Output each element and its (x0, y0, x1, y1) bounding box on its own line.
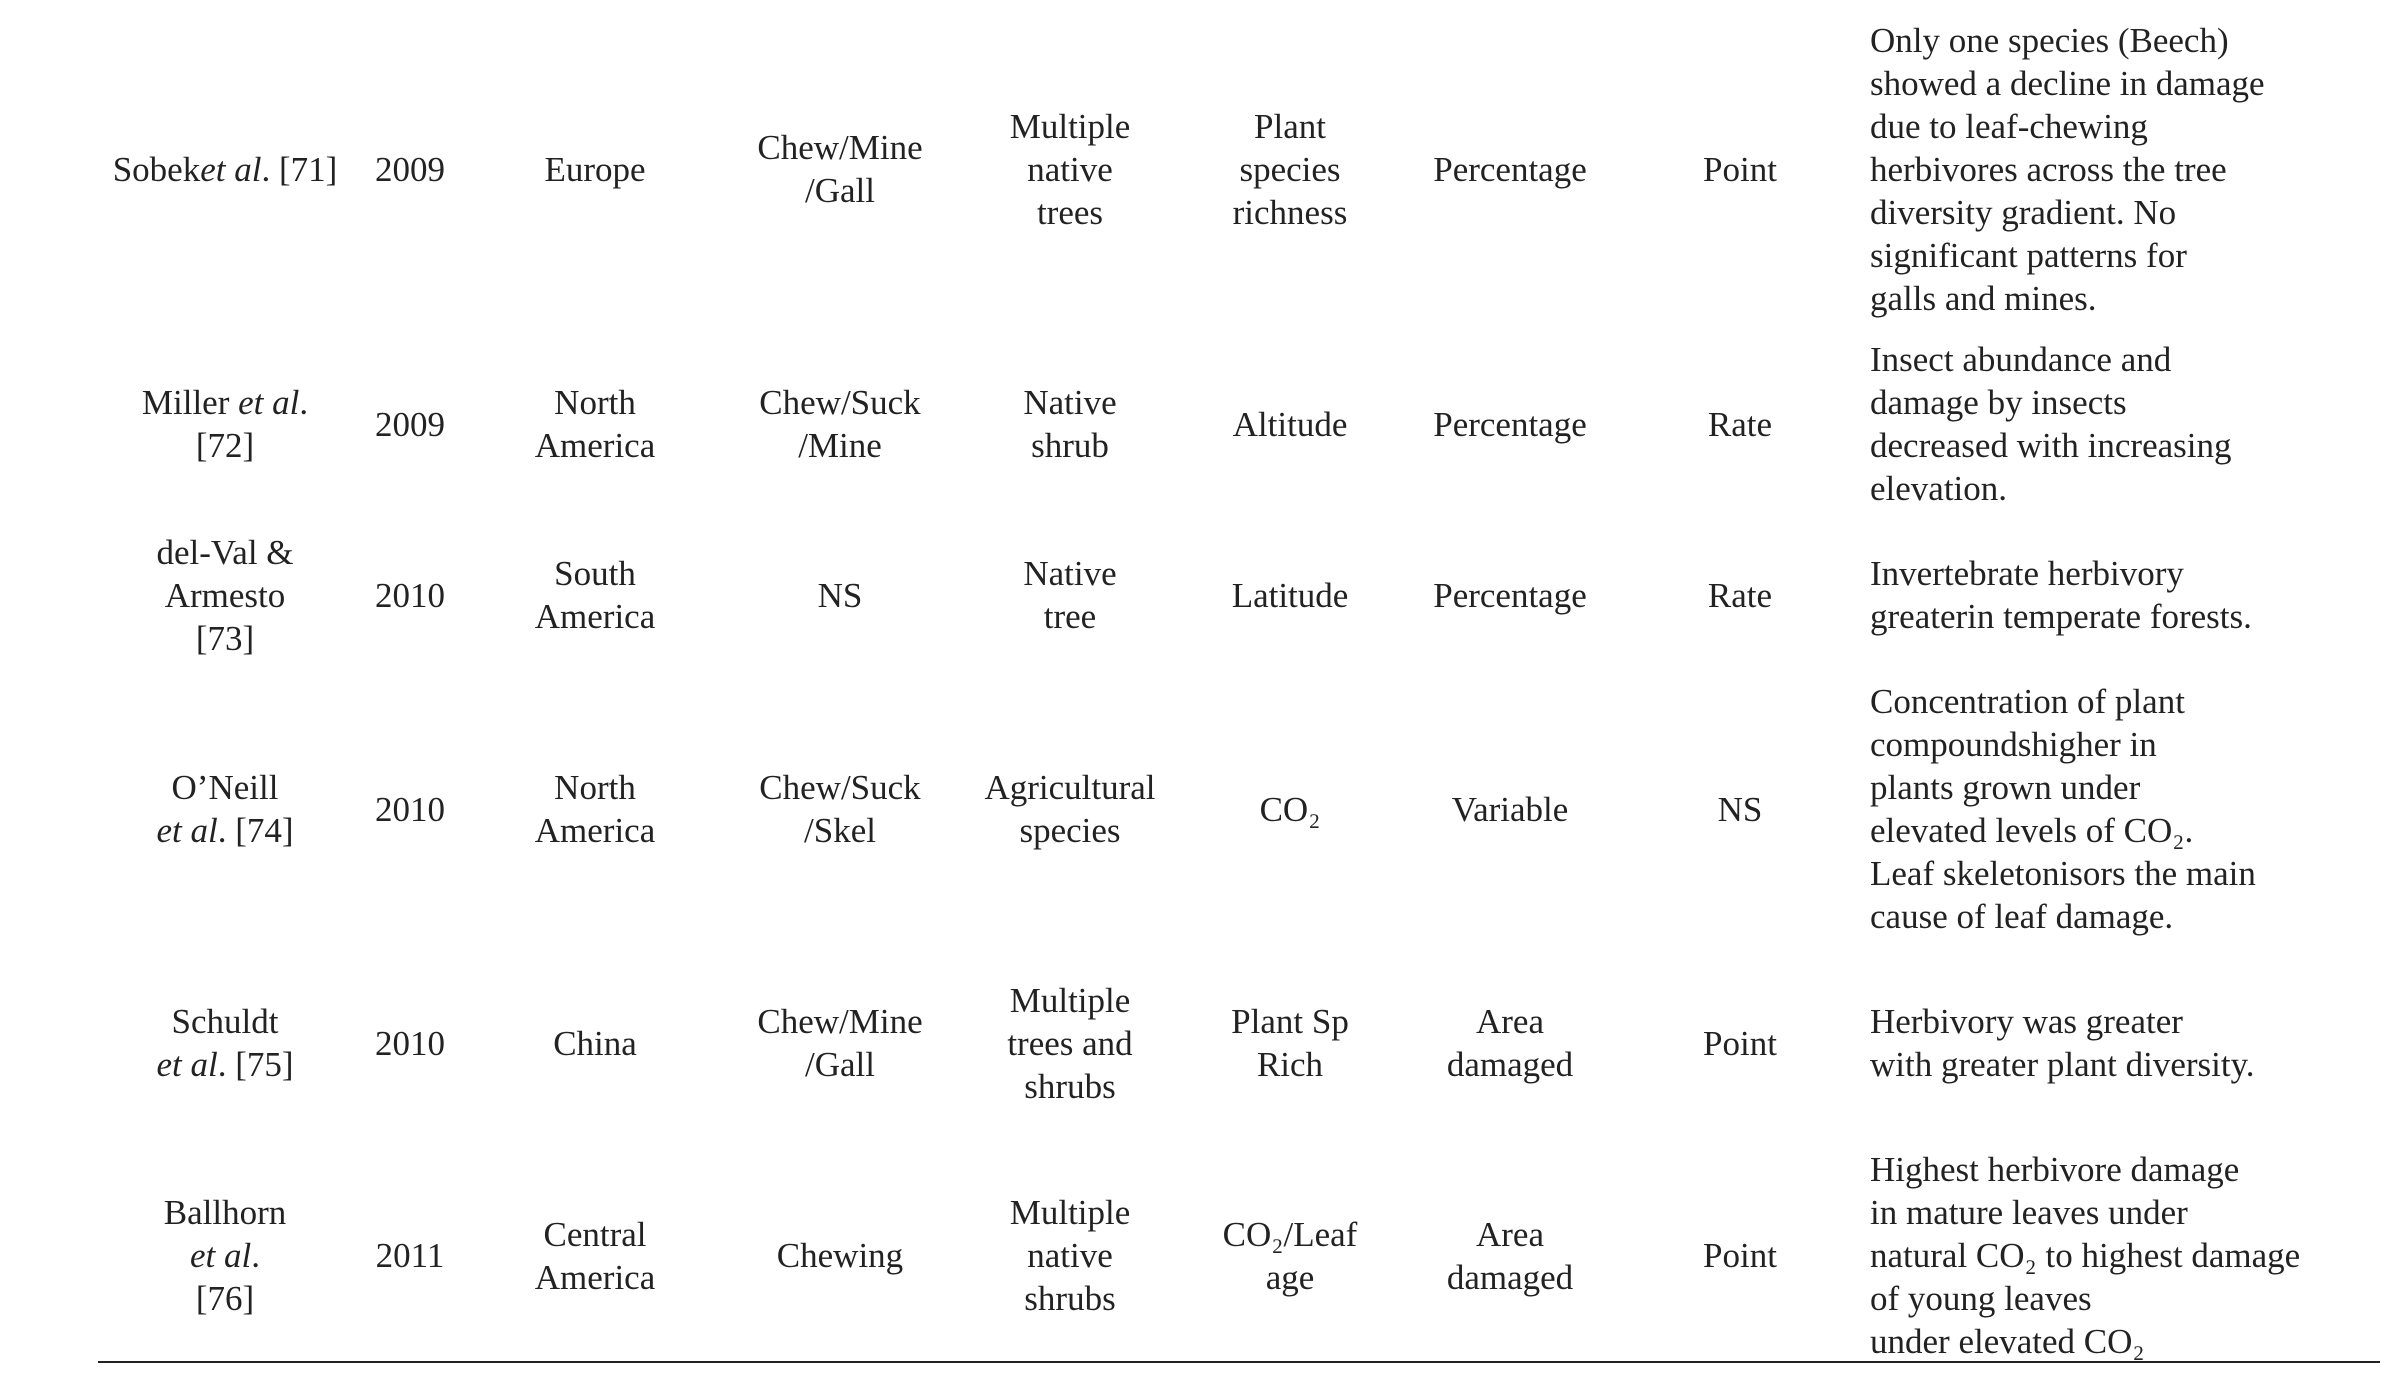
measure-cell: Percentage (1433, 404, 1587, 444)
sampling-cell: Point (1703, 1023, 1777, 1063)
factor-cell: Plant Sp Rich (1231, 1002, 1349, 1084)
feeding-guild-cell: Chew/Mine /Gall (757, 128, 923, 210)
author-etal: et al (200, 149, 262, 189)
author-name: del-Val & Armesto [73] (156, 532, 294, 658)
year-cell: 2009 (375, 149, 445, 189)
findings-cell: Invertebrate herbivory greaterin temperate forests. (1870, 554, 2252, 636)
findings-cell: Insect abundance and damage by insects decreased with increasing elevation. (1870, 340, 2232, 508)
factor-cell: Plant species richness (1232, 106, 1348, 232)
feeding-guild-cell: Chew/Suck /Mine (759, 383, 921, 465)
table-row (100, 1148, 2380, 1363)
plant-type-cell: Native shrub (1023, 383, 1117, 465)
feeding-guild-cell: Chew/Mine /Gall (757, 1002, 923, 1084)
author-reference: . [74] (217, 811, 294, 850)
author-name: Ballhorn (163, 1193, 287, 1232)
factor-cell: Altitude (1232, 404, 1348, 444)
plant-type-cell: Agricultural species (984, 768, 1156, 850)
year-cell: 2010 (375, 1023, 445, 1063)
author-reference: . [71] (261, 149, 338, 189)
author-etal: et al (238, 383, 300, 422)
author-name: Schuldt (171, 1002, 279, 1041)
table-row (100, 338, 2380, 510)
plant-type-cell: Native tree (1023, 554, 1117, 636)
findings-cell: Highest herbivore damage in mature leaves under natural CO₂ to highest damage of young leaves under elevated CO₂ (1870, 1150, 2301, 1361)
table-row (100, 510, 2380, 680)
feeding-guild-cell: Chewing (776, 1236, 904, 1275)
author-cell (100, 0, 350, 338)
table-row (100, 938, 2380, 1148)
year-cell: 2010 (375, 575, 445, 615)
feeding-guild-cell: NS (817, 575, 863, 615)
measure-cell: Area damaged (1446, 1214, 1574, 1297)
sampling-cell: NS (1717, 789, 1763, 829)
findings-cell: Concentration of plant compoundshigher in plants grown under elevated levels of CO₂. Leaf skeletonisors the main cause of leaf damage. (1870, 682, 2256, 936)
author-cell (100, 1148, 350, 1363)
measure-cell: Area damaged (1446, 1002, 1574, 1084)
author-cell (100, 338, 350, 510)
table-bottom-rule (98, 1361, 2380, 1363)
author-name: Sobek (112, 149, 201, 189)
author-cell (100, 938, 350, 1148)
measure-cell: Percentage (1433, 149, 1587, 189)
author-etal: et al (156, 1045, 218, 1084)
region-cell: North America (534, 768, 656, 850)
region-cell: Central America (534, 1214, 656, 1297)
author-name: O’Neill (171, 768, 279, 807)
author-etal: et al (190, 1236, 252, 1275)
region-cell: Europe (544, 149, 646, 189)
year-cell: 2011 (375, 1236, 445, 1275)
plant-type-cell: Multiple trees and shrubs (1007, 980, 1133, 1106)
region-cell: South America (534, 554, 656, 636)
author-name: Miller (141, 383, 239, 422)
sampling-cell: Rate (1707, 404, 1773, 444)
table-row (100, 0, 2380, 338)
sampling-cell: Point (1703, 149, 1777, 189)
factor-cell: CO₂ (1259, 789, 1321, 829)
table-body (100, 0, 2380, 1363)
region-cell: North America (534, 383, 656, 465)
author-reference: . [72] (195, 383, 309, 465)
author-cell (100, 510, 350, 680)
year-cell: 2010 (375, 789, 445, 829)
author-etal: et al (156, 811, 218, 850)
plant-type-cell: Multiple native trees (1009, 106, 1131, 232)
findings-cell: Herbivory was greater with greater plant diversity. (1870, 1002, 2255, 1084)
factor-cell: Latitude (1231, 575, 1349, 615)
measure-cell: Percentage (1433, 575, 1587, 615)
sampling-cell: Rate (1707, 575, 1773, 615)
table-row (100, 680, 2380, 938)
author-reference: . [75] (217, 1045, 294, 1084)
plant-type-cell: Multiple native shrubs (1009, 1193, 1131, 1318)
findings-cell: Only one species (Beech) showed a decline in damage due to leaf-chewing herbivores across the tree diversity gradient. No significant patterns for galls and mines. (1870, 20, 2265, 318)
year-cell: 2009 (375, 404, 445, 444)
measure-cell: Variable (1451, 789, 1569, 829)
region-cell: China (553, 1023, 637, 1063)
feeding-guild-cell: Chew/Suck /Skel (759, 768, 921, 850)
sampling-cell: Point (1703, 1236, 1777, 1275)
herbivory-studies-table (100, 0, 2380, 1363)
author-cell (100, 680, 350, 938)
author-reference: . [76] (195, 1236, 260, 1318)
factor-cell: CO₂/Leaf age (1222, 1214, 1358, 1297)
